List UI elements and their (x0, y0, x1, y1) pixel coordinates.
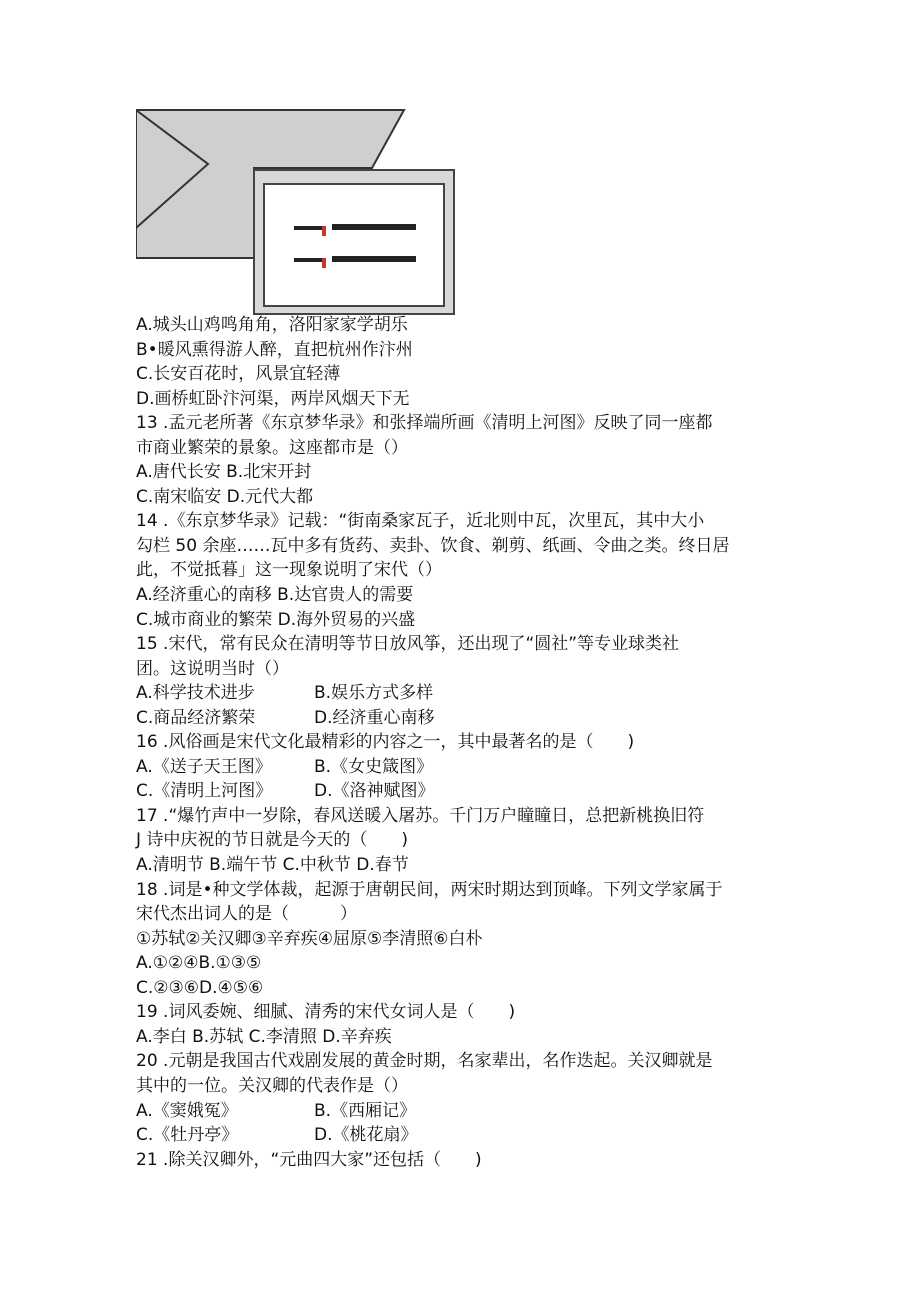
text-line-content: C.长安百花时，风景宜轻薄 (136, 364, 341, 385)
text-line-option: D.《洛神赋图》 (314, 781, 435, 802)
question-text-block (136, 313, 796, 1172)
text-line (136, 755, 796, 780)
text-line-content: 宋代杰出词人的是（ ） (136, 904, 357, 925)
text-line-content: 13 .孟元老所著《东京梦华录》和张择端所画《清明上河图》反映了同一座都 (136, 413, 713, 434)
text-line (136, 706, 796, 731)
text-line (136, 878, 796, 903)
text-line-content: C.②③⑥D.④⑤⑥ (136, 977, 264, 998)
text-line (136, 828, 796, 853)
text-line-content: A.《送子天王图》 (136, 756, 272, 777)
text-line-content: 14 .《东京梦华录》记载：“街南桑家瓦子，近北则中瓦，次里瓦，其中大小 (136, 511, 705, 532)
text-line-option: B.娱乐方式多样 (314, 683, 434, 704)
text-line-content: 15 .宋代，常有民众在清明等节日放风筝，还出现了“圆社”等专业球类社 (136, 634, 680, 655)
text-line (136, 657, 796, 682)
text-line (136, 313, 796, 338)
text-line (136, 681, 796, 706)
text-line (136, 730, 796, 755)
text-line-content: 此，不觉抵暮」这一现象说明了宋代（） (136, 560, 442, 581)
text-line (136, 460, 796, 485)
text-line (136, 387, 796, 412)
text-line-content: A.①②④B.①③⑤ (136, 953, 262, 974)
text-line (136, 1074, 796, 1099)
text-line (136, 509, 796, 534)
text-line-option: B.《西厢记》 (314, 1100, 417, 1121)
text-line (136, 338, 796, 363)
text-line (136, 1123, 796, 1148)
text-line (136, 927, 796, 952)
text-line-content: 21 .除关汉卿外，“元曲四大家”还包括（ ) (136, 1149, 482, 1170)
text-line (136, 779, 796, 804)
text-line-content: J 诗中庆祝的节日就是今天的（ ) (136, 830, 409, 851)
text-line-content: A.李白 B.苏轼 C.李清照 D.辛弃疾 (136, 1026, 392, 1047)
text-line-content: D.画桥虹卧汴河渠，两岸风烟天下无 (136, 388, 410, 409)
text-line (136, 1099, 796, 1124)
text-line-content: 19 .词风委婉、细腻、清秀的宋代女词人是（ ) (136, 1002, 516, 1023)
text-line (136, 804, 796, 829)
text-line (136, 485, 796, 510)
text-line-content: 其中的一位。关汉卿的代表作是（） (136, 1075, 408, 1096)
text-line-content: C.《清明上河图》 (136, 781, 273, 802)
text-line (136, 411, 796, 436)
text-line-content: 16 .风俗画是宋代文化最精彩的内容之一，其中最著名的是（ ) (136, 732, 635, 753)
text-line-content: 市商业繁荣的景象。这座都市是（） (136, 437, 408, 458)
text-line (136, 534, 796, 559)
text-line-content: A.经济重心的南移 B.达官贵人的需要 (136, 585, 414, 606)
text-line-content: A.城头山鸡鸣角角，洛阳家家学胡乐 (136, 315, 408, 335)
text-line-content: C.南宋临安 D.元代大都 (136, 486, 314, 507)
text-line (136, 1000, 796, 1025)
text-line (136, 902, 796, 927)
text-line-content: A.科学技术进步 (136, 683, 255, 704)
text-line-content: A.唐代长安 B.北宋开封 (136, 462, 312, 483)
document-image-figure (136, 108, 456, 316)
text-line-option: B.《女史箴图》 (314, 756, 434, 777)
text-line-content: B•暖风熏得游人醉，直把杭州作汴州 (136, 339, 413, 360)
text-line-content: C.商品经济繁荣 (136, 707, 256, 728)
text-line (136, 632, 796, 657)
text-line (136, 608, 796, 633)
text-line-content: 17 .“爆竹声中一岁除，春风送暖入屠苏。千门万户瞳瞳日，总把新桃换旧符 (136, 805, 705, 826)
text-line-content: C.城市商业的繁荣 D.海外贸易的兴盛 (136, 609, 416, 630)
text-line-content: 勾栏 50 余座……瓦中多有货药、卖卦、饮食、剃剪、纸画、令曲之类。终日居 (136, 535, 730, 556)
text-line (136, 951, 796, 976)
text-line-content: A.清明节 B.端午节 C.中秋节 D.春节 (136, 855, 409, 876)
text-line-content: A.《窦娥冤》 (136, 1100, 238, 1121)
text-line-content: 20 .元朝是我国古代戏剧发展的黄金时期，名家辈出，名作迭起。关汉卿就是 (136, 1051, 713, 1072)
text-line (136, 362, 796, 387)
text-line (136, 558, 796, 583)
text-line-content: 18 .词是•种文学体裁，起源于唐朝民间，两宋时期达到顶峰。下列文学家属于 (136, 879, 723, 900)
text-line-content: 团。这说明当时（） (136, 658, 289, 679)
text-line-content: ①苏轼②关汉卿③辛弃疾④屈原⑤李清照⑥白朴 (136, 928, 483, 949)
text-line-content: C.《牡丹亭》 (136, 1125, 239, 1146)
text-line-option: D.《桃花扇》 (314, 1125, 418, 1146)
text-line (136, 436, 796, 461)
text-line (136, 583, 796, 608)
text-line (136, 1049, 796, 1074)
text-line (136, 1025, 796, 1050)
text-line (136, 853, 796, 878)
text-line (136, 1148, 796, 1173)
text-line-option: D.经济重心南移 (314, 707, 435, 728)
text-line (136, 976, 796, 1001)
